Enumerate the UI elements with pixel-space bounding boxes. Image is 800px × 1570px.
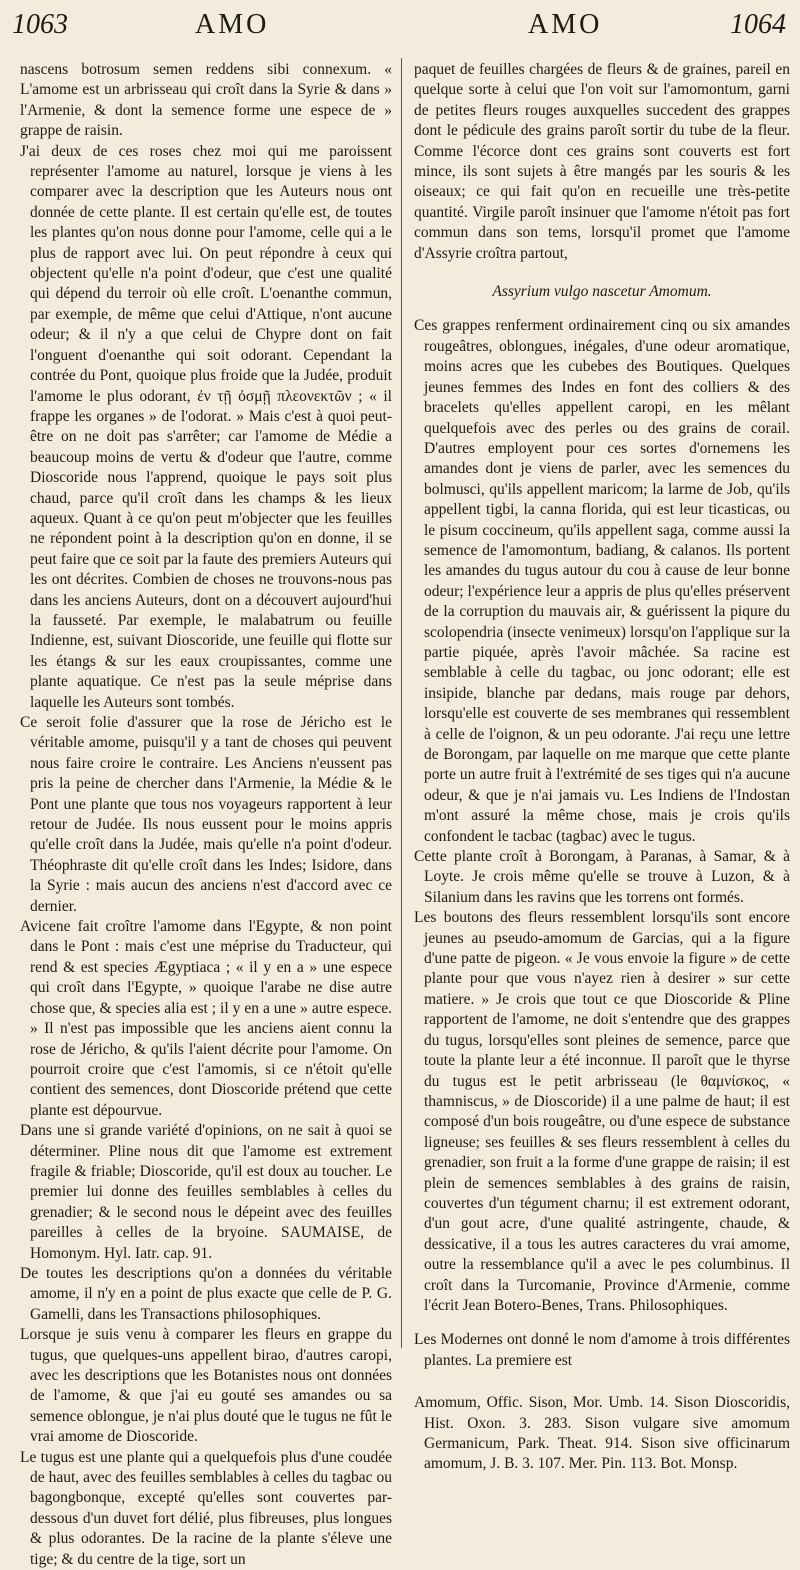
paragraph: De toutes les descriptions qu'on a données du véritable amome, il n'y en a point de plus exacte que celle de P. G. Gamelli, dans les Transactions philosophiques. bbox=[20, 1264, 392, 1323]
paragraph: Ces grappes renferment ordinairement cinq ou six amandes rougeâtres, oblongues, inégales, d'une odeur aromatique, moins acres que les cubebes des Boutiques. Quelques jeunes femmes des Indes en font des colliers & des bracelets qu'elles appellent caropi, en les mêlant quelquefois avec des perles ou des grains de corail. D'autres employent pour ces sortes d'ornemens les amandes dont je viens de parler, avec les semences du bolmusci, qu'ils appellent maricom; la larme de Job, qu'ils appellent tigbi, la canna florida, qui est leur ticasticas, ou le pisum coccineum, qu'ils appellent saga, comme aussi la semence de l'amomontum, badiang, & calanos. Ils portent les amandes du tugus autour du cou à cause de leur bonne odeur; l'expérience leur a appris de plus qu'elles préservent de la corruption du mauvais air, & guérissent la piqure du scolopendria (insecte venimeux) lorsqu'on l'applique sur la partie piquée, après l'avoir mâchée. Sa racine est semblable à celle du tagbac, ou jonc odorant; elle est insipide, blanche par dedans, mais rouge par dehors, lorsqu'elle est couverte de ses membranes qui ressemblent à celle de l'oignon, & un peu odorante. J'ai reçu une lettre de Borongam, par laquelle on me marque que cette plante porte un autre fruit à l'extrémité de ses tiges qui n'a aucune odeur, & que je n'ai jamais vu. Les Indiens de l'Indostan m'ont assuré la même chose, mais je crois qu'ils confondent le tacbac (tagbac) avec le tugus. bbox=[414, 317, 790, 845]
paragraph: Les Modernes ont donné le nom d'amome à trois différentes plantes. La premiere est bbox=[414, 1331, 790, 1369]
paragraph: Cette plante croît à Borongam, à Paranas, à Samar, & à Loyte. Je crois même qu'elle se trouve à Luzon, & à Silanium dans les ravins que les torrens ont formés. bbox=[414, 848, 790, 906]
paragraph: Avicene fait croître l'amome dans l'Egypte, & non point dans le Pont : mais c'est une méprise du Traducteur, qui rend & est species Ægyptiaca ; « il y en a » une espece qui croît dans l'Egypte, » quoique l'arabe ne dise autre chose que, & species alia est ; il y en a une » autre espece. » Il n'est pas impossible que les anciens aient connu la rose de Jéricho, & qu'ils l'aient décrite pour l'amome. On pourroit croire que c'est l'amomis, si ce n'étoit qu'elle contient des semences, dont Dioscoride prétend que cette plante est dépourvue. bbox=[20, 918, 392, 1119]
paragraph: Lorsque je suis venu à comparer les fleurs en grappe du tugus, que quelques-uns appellent birao, d'autres caropi, avec les descriptions que les Botanistes nous ont données de l'amome, & que j'ai eu gouté ses amandes ou sa semence oblongue, je n'ai plus douté que le tugus ne fût le vrai amome de Dioscoride. bbox=[20, 1326, 392, 1446]
page-number-right: 1064 bbox=[730, 9, 786, 40]
paragraph: nascens botrosum semen reddens sibi connexum. « L'amome est un arbrisseau qui croît dans la Syrie & dans » l'Armenie, & dont la semence forme une espece de » grappe de raisin. bbox=[20, 61, 392, 140]
paragraph: Les boutons des fleurs ressemblent lorsqu'ils sont encore jeunes au pseudo-amomum de Garcias, qui a la figure d'une patte de pigeon. « Je vous envoie la figure » de cette plante pour que vous n'ayez rien à desirer » sur cette matiere. » Je crois que tout ce que Dioscoride & Pline rapportent de l'amome, ne doit s'entendre que des grappes du tugus, lorsqu'elles sont pleines de semence, parce que toute la plante leur a été inconnue. Il paroît que le thyrse du tugus est le petit arbrisseau (le θαμνίσκος, « thamniscus, » de Dioscoride) il a une palme de haut; il est composé d'un bois rougeâtre, ou d'une espece de substance ligneuse; ses feuilles & ses fleurs ressemblent à celles du grenadier, son fruit a la forme d'une grappe de raisin; il est plein de semences semblables à des grains de raisin, couvertes d'un tégument charnu; il est extrement odorant, d'un gout acre, d'une qualité astringente, chaude, & dessicative, il a tous les autres caracteres du vrai amome, outre la ressemblance qu'il a avec le pes columbinus. Il croît dans la Turcomanie, Province d'Armenie, comme l'écrit Jean Botero-Benes, Trans. Philosophiques. bbox=[414, 909, 790, 1314]
bibliographic-reference: Amomum, Offic. Sison, Mor. Umb. 14. Sison Dioscoridis, Hist. Oxon. 3. 283. Sison vulgare sive amomum Germanicum, Park. Theat. 914. Sison sive officinarum amomum, J. B. 3. 107. Mer. Pin. 113. Bot. Monsp. bbox=[414, 1394, 790, 1473]
paragraph: Ce seroit folie d'assurer que la rose de Jéricho est le véritable amome, puisqu'il y a tant de choses qui peuvent nous faire croire le contraire. Les Anciens n'eussent pas pris la peine de chercher dans l'Armenie, la Médie & le Pont une plante que tous nos voyageurs rapportent à leur retour de Judée. Ils nous eussent pour le moins appris qu'elle croît dans la Judée, mais qu'elle n'a point d'odeur. Théophraste dit qu'elle croît dans les Indes; Isidore, dans la Syrie : mais aucun des anciens n'est d'accord avec ce dernier. bbox=[20, 714, 392, 915]
catchword-left: AMO bbox=[195, 9, 270, 40]
column-divider bbox=[401, 58, 402, 1348]
catchword-right: AMO bbox=[528, 9, 603, 40]
page-number-left: 1063 bbox=[12, 9, 68, 40]
paragraph: Dans une si grande variété d'opinions, on ne sait à quoi se déterminer. Pline nous dit que l'amome est extrement fragile & friable; Dioscoride, qu'il est doux au toucher. Le premier lui donne des feuilles semblables à celles du grenadier; & le second nous le dépeint avec des feuilles pareilles à celles de la bryoine. SAUMAISE, de Homonym. Hyl. Iatr. cap. 91. bbox=[20, 1122, 392, 1262]
running-header bbox=[0, 0, 800, 48]
paragraph: Le tugus est une plante qui a quelquefois plus d'une coudée de haut, avec des feuilles semblables à celles du tagbac ou bagongbonque, excepté qu'elles sont couvertes par-dessous d'un duvet fort délié, plus fibreuses, plus longues & plus odorantes. De la racine de la plante s'éleve une tige; & du centre de la tige, sort un bbox=[20, 1448, 392, 1568]
latin-verse-quote: Assyrium vulgo nascetur Amomum. bbox=[492, 283, 712, 301]
left-column bbox=[20, 60, 392, 1568]
right-column bbox=[414, 60, 790, 1473]
paragraph: paquet de feuilles chargées de fleurs & de graines, pareil en quelque sorte à celui que l'on voit sur l'amomontum, garni de petites fleurs rouges auxquelles succedent des grappes dont le pédicule des grains paroît sortir du tube de la fleur. Comme l'écorce dont ces grains sont couverts est fort mince, ils sont sujets à être mangés par les souris & les oiseaux; ce qui fait qu'on en recueille une très-petite quantité. Virgile paroît insinuer que l'amome n'étoit pas fort commun dans son tems, lorsqu'il promet que l'amome d'Assyrie croîtra partout, bbox=[414, 61, 790, 262]
paragraph: J'ai deux de ces roses chez moi qui me paroissent représenter l'amome au naturel, lorsque je viens à les comparer avec la description que les Auteurs nous ont donnée de cette plante. Il est certain qu'elle est, de toutes les plantes qu'on nous donne pour l'amome, celle qui a le plus de rapport avec lui. On peut répondre à ceux qui objectent qu'elle n'a point d'odeur, que c'est une qualité qui dépend du terroir où elle croît. L'oenanthe commun, par exemple, de même que celui d'Attique, n'ont aucune odeur; & il n'y a que celui de Chypre dont on fait l'onguent d'oenanthe qui soit odorant. Cependant la contrée du Pont, quoique plus froide que la Judée, produit l'amome le plus odorant, ἐν τῇ ὀσμῇ πλεονεκτῶν ; « il frappe les organes » de l'odorat. » Mais c'est à quoi peut-être on ne doit pas s'arrêter; car l'amome de Médie a beaucoup moins de vertu & d'odeur que l'autre, comme Dioscoride nous l'apprend, quoique le pays soit plus chaud, parce qu'il croît dans les champs & les lieux aqueux. Quant à ce qu'on peut m'objecter que les feuilles ne répondent point à la description qu'on en donne, il se peut faire que ce soit par la faute des premiers Auteurs qui les ont décrites. Combien de choses ne trouvons-nous pas dans les anciens Auteurs, dont on a découvert aujourd'hui la fausseté. Par exemple, le malabatrum ou feuille Indienne, est, suivant Dioscoride, une feuille qui flotte sur les étangs & sur les eaux croupissantes, comme une plante aquatique. Ce n'est pas la seule méprise dans laquelle les Auteurs sont tombés. bbox=[20, 142, 392, 711]
